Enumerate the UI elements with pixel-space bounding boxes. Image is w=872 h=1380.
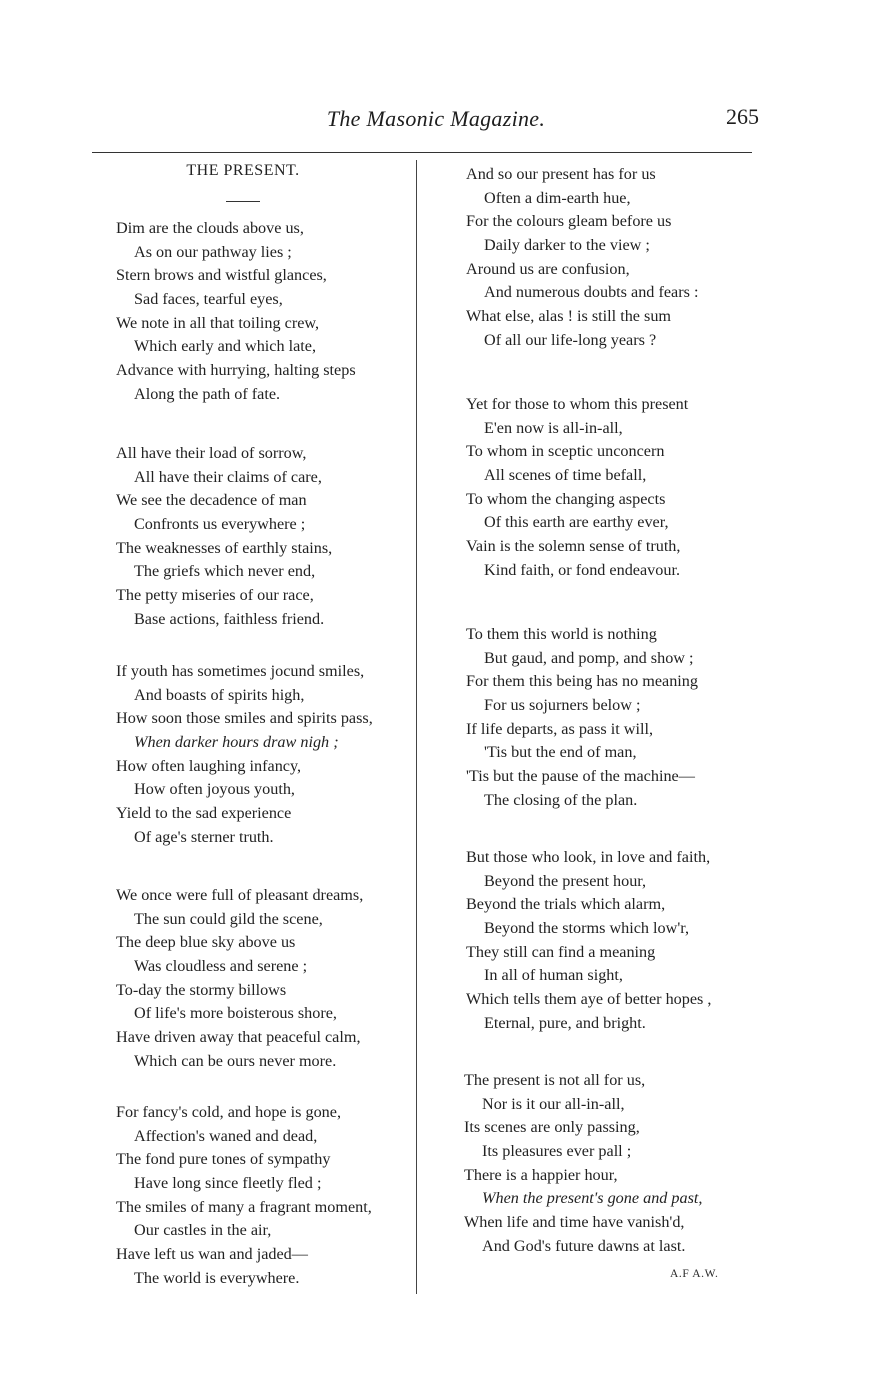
right-stanza-5	[464, 1069, 702, 1259]
poem-line: Stern brows and wistful glances,	[116, 266, 327, 285]
poem-line: Was cloudless and serene ;	[134, 957, 308, 976]
poem-line: To-day the stormy billows	[116, 980, 287, 999]
right-stanza-2	[466, 393, 688, 583]
poem-line: Dim are the clouds above us,	[116, 219, 304, 237]
poem-line: Of life's more boisterous shore,	[134, 1004, 337, 1023]
poem-line: The griefs which never end,	[134, 562, 316, 581]
left-stanza-2	[116, 442, 332, 632]
poem-line: For them this being has no meaning	[466, 672, 698, 691]
poem-line: Its pleasures ever pall ;	[482, 1142, 632, 1161]
poem-line: Beyond the present hour,	[484, 871, 647, 890]
poem-line: We note in all that toiling crew,	[116, 313, 320, 332]
poem-line: For us sojurners below ;	[484, 696, 641, 715]
poem-line: Along the path of fate.	[134, 384, 281, 403]
poem-line: How soon those smiles and spirits pass,	[116, 709, 373, 728]
poem-line: And boasts of spirits high,	[134, 685, 305, 704]
poem-line: Have left us wan and jaded—	[116, 1245, 308, 1264]
poem-line: But those who look, in love and faith,	[466, 848, 711, 866]
poem-line: How often joyous youth,	[134, 780, 295, 799]
poem-line: Which can be ours never more.	[134, 1051, 337, 1070]
poem-line: Beyond the trials which alarm,	[466, 895, 666, 914]
poem-line: E'en now is all-in-all,	[484, 418, 623, 437]
poem-line: To whom the changing aspects	[466, 489, 666, 508]
poem-line: The closing of the plan.	[484, 790, 638, 809]
poem-line: For the colours gleam before us	[466, 212, 672, 231]
page-number: 265	[726, 104, 759, 129]
poem-line: Daily darker to the view ;	[484, 236, 650, 255]
poem-line: Our castles in the air,	[134, 1221, 272, 1240]
poem-line: The weaknesses of earthly stains,	[116, 538, 333, 557]
left-stanza-1	[116, 217, 356, 407]
poem-line: The world is everywhere.	[134, 1268, 300, 1287]
poem-line: To them this world is nothing	[466, 625, 657, 643]
poem-line: Eternal, pure, and bright.	[484, 1013, 646, 1032]
poem-line: Sad faces, tearful eyes,	[134, 290, 283, 309]
poem-line: Yet for those to whom this present	[466, 395, 689, 413]
poem-line: We once were full of pleasant dreams,	[116, 886, 364, 904]
poem-line: Advance with hurrying, halting steps	[116, 361, 356, 380]
poem-line: If life departs, as pass it will,	[466, 719, 654, 738]
poem-line: All have their load of sorrow,	[116, 444, 307, 462]
poem-line: Vain is the solemn sense of truth,	[466, 537, 681, 556]
poem-line: The present is not all for us,	[464, 1071, 646, 1089]
poem-line: Have long since fleetly fled ;	[134, 1174, 322, 1193]
page-header-title: The Masonic Magazine.	[326, 106, 546, 131]
right-stanza-3	[466, 623, 698, 813]
poem-title: THE PRESENT.	[186, 162, 300, 179]
header-rule	[92, 152, 752, 153]
poem-line: Nor is it our all-in-all,	[482, 1094, 625, 1113]
title-dash	[226, 201, 260, 202]
poem-line: Beyond the storms which low'r,	[484, 919, 690, 938]
right-stanza-4	[466, 846, 711, 1036]
poem-line: When life and time have vanish'd,	[464, 1213, 685, 1232]
poem-line: Yield to the sad experience	[116, 804, 292, 823]
poem-line: Kind faith, or fond endeavour.	[484, 560, 680, 579]
right-stanza-1	[466, 163, 698, 353]
poem-line: When darker hours draw nigh ;	[134, 733, 339, 752]
poem-line: All scenes of time befall,	[484, 466, 647, 485]
poem-line: Its scenes are only passing,	[464, 1118, 640, 1137]
poem-line: Affection's waned and dead,	[134, 1126, 318, 1145]
poem-line: The petty miseries of our race,	[116, 586, 314, 605]
poem-line: When the present's gone and past,	[482, 1189, 703, 1208]
poem-line: Of all our life-long years ?	[484, 330, 657, 349]
author-signature: A.F A.W.	[670, 1268, 719, 1280]
poem-line: There is a happier hour,	[464, 1165, 618, 1184]
poem-line: In all of human sight,	[484, 966, 623, 985]
poem-line: The fond pure tones of sympathy	[116, 1150, 331, 1169]
poem-line: We see the decadence of man	[116, 491, 307, 510]
poem-line: Often a dim-earth hue,	[484, 188, 631, 207]
poem-line: And so our present has for us	[466, 165, 656, 183]
left-stanza-5	[116, 1101, 372, 1291]
poem-line: The sun could gild the scene,	[134, 909, 323, 928]
poem-line: Confronts us everywhere ;	[134, 515, 306, 534]
poem-line: If youth has sometimes jocund smiles,	[116, 662, 365, 680]
poem-line: Have driven away that peaceful calm,	[116, 1028, 361, 1047]
poem-line: How often laughing infancy,	[116, 756, 302, 775]
poem-line: They still can find a meaning	[466, 942, 656, 961]
poem-line: And God's future dawns at last.	[482, 1236, 686, 1255]
poem-line: Which early and which late,	[134, 337, 317, 356]
poem-line: For fancy's cold, and hope is gone,	[116, 1103, 341, 1121]
poem-line: Of this earth are earthy ever,	[484, 513, 669, 532]
poem-line: To whom in sceptic unconcern	[466, 442, 665, 461]
poem-line: As on our pathway lies ;	[134, 242, 292, 261]
poem-line: 'Tis but the end of man,	[484, 743, 637, 762]
poem-line: But gaud, and pomp, and show ;	[484, 648, 694, 667]
poem-line: The smiles of many a fragrant moment,	[116, 1197, 372, 1216]
poem-line: Base actions, faithless friend.	[134, 609, 325, 628]
column-divider	[416, 160, 417, 1294]
poem-line: Which tells them aye of better hopes ,	[466, 990, 712, 1009]
left-stanza-3	[116, 660, 373, 850]
poem-line: Around us are confusion,	[466, 259, 630, 278]
poem-line: All have their claims of care,	[134, 467, 322, 486]
poem-line: The deep blue sky above us	[116, 933, 296, 952]
poem-line: And numerous doubts and fears :	[484, 283, 699, 302]
poem-line: Of age's sterner truth.	[134, 827, 274, 846]
poem-line: What else, alas ! is still the sum	[466, 307, 671, 326]
poem-line: 'Tis but the pause of the machine—	[466, 767, 695, 786]
left-stanza-4	[116, 884, 363, 1074]
